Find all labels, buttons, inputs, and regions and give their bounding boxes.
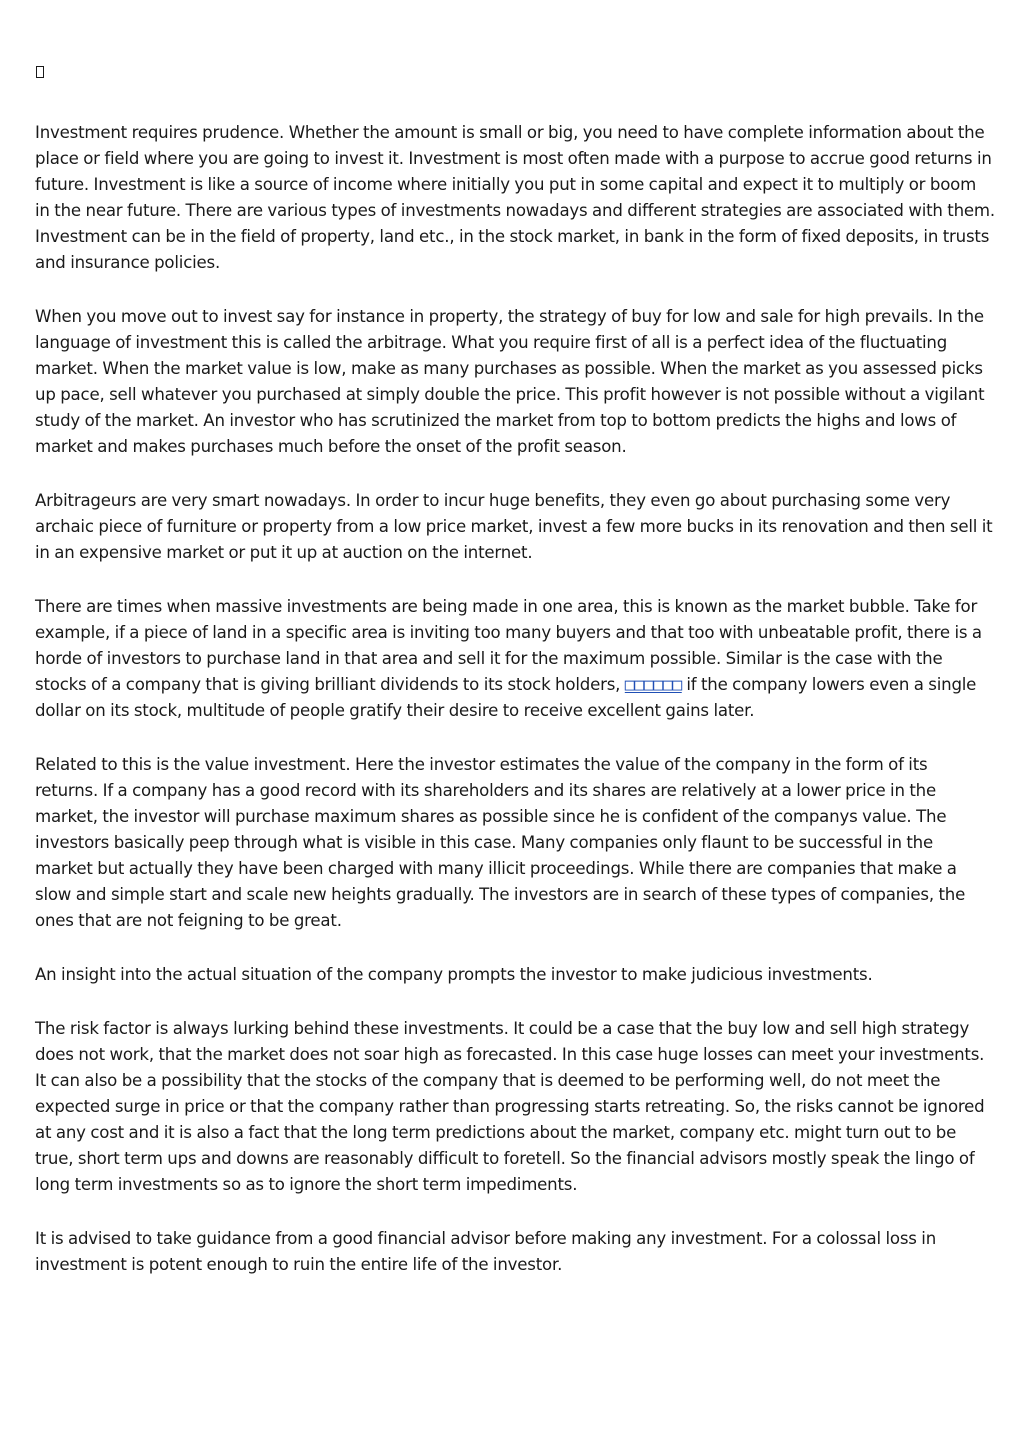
missing-glyph-icon	[36, 66, 44, 78]
bubble-text-after: if the company lowers even a single dollar on its stock, multitude of people gratify their desire to receive excellent gains later.	[35, 675, 977, 720]
paragraph-arbitrageurs: Arbitrageurs are very smart nowadays. In order to incur huge benefits, they even go about purchasing some very archaic piece of furniture or property from a low price market, invest a few more bucks in its renovation and then sell it in an expensive market or put it up at auction on the internet.	[35, 491, 993, 562]
paragraph-value-investment: Related to this is the value investment. Here the investor estimates the value of the company in the form of its returns. If a company has a good record with its shareholders and its shares are relatively at a lower price in the market, the investor will purchase maximum shares as possible since he is confident of the companys value. The investors basically peep through what is visible in this case. Many companies only flaunt to be successful in the market but actually they have been charged with many illicit proceedings. While there are companies that make a slow and simple start and scale new heights gradually. The investors are in search of these types of companies, the ones that are not feigning to be great.	[35, 755, 966, 930]
document-body	[35, 66, 995, 1306]
paragraph-insight: An insight into the actual situation of the company prompts the investor to make judicious investments.	[35, 965, 873, 984]
inline-reference-link[interactable]: □□□□□□	[624, 675, 682, 694]
paragraph-risk-factor: The risk factor is always lurking behind these investments. It could be a case that the buy low and sell high strategy does not work, that the market does not soar high as forecasted. In this case huge losses can meet your investments. It can also be a possibility that the stocks of the company that is deemed to be performing well, do not meet the expected surge in price or that the company rather than progressing starts retreating. So, the risks cannot be ignored at any cost and it is also a fact that the long term predictions about the market, company etc. might turn out to be true, short term ups and downs are reasonably difficult to foretell. So the financial advisors mostly speak the lingo of long term investments so as to ignore the short term impediments.	[35, 1019, 985, 1194]
paragraph-arbitrage: When you move out to invest say for instance in property, the strategy of buy for low and sale for high prevails. In the language of investment this is called the arbitrage. What you require first of all is a perfect idea of the fluctuating market. When the market value is low, make as many purchases as possible. When the market as you assessed picks up pace, sell whatever you purchased at simply double the price. This profit however is not possible without a vigilant study of the market. An investor who has scrutinized the market from top to bottom predicts the highs and lows of market and makes purchases much before the onset of the profit season.	[35, 307, 985, 456]
bubble-text-before: There are times when massive investments are being made in one area, this is known as the market bubble. Take for example, if a piece of land in a specific area is inviting too many buyers and that too with unbeatable profit, there is a horde of investors to purchase land in that area and sell it for the maximum possible. Similar is the case with the stocks of a company that is giving brilliant dividends to its stock holders,	[35, 597, 982, 694]
paragraph-advice: It is advised to take guidance from a good financial advisor before making any investment. For a colossal loss in investment is potent enough to ruin the entire life of the investor.	[35, 1229, 937, 1274]
paragraph-intro: Investment requires prudence. Whether the amount is small or big, you need to have complete information about the place or field where you are going to invest it. Investment is most often made with a purpose to accrue good returns in future. Investment is like a source of income where initially you put in some capital and expect it to multiply or boom in the near future. There are various types of investments nowadays and different strategies are associated with them. Investment can be in the field of property, land etc., in the stock market, in bank in the form of fixed deposits, in trusts and insurance policies.	[35, 123, 995, 272]
paragraph-market-bubble	[35, 594, 995, 724]
